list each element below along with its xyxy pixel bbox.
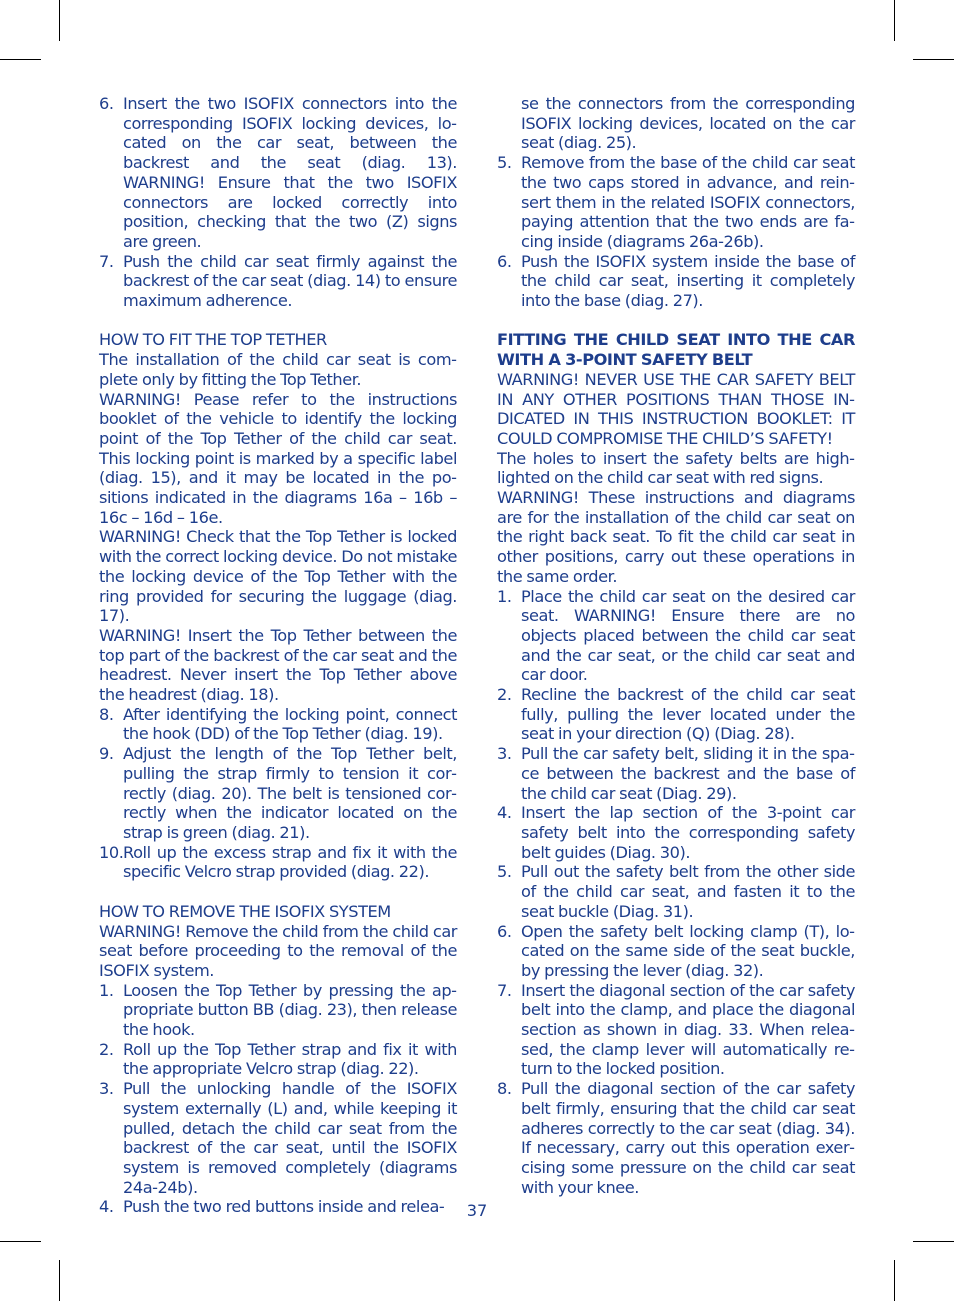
list-item-text: Adjust the length of the Top Tether belt, pulling the strap firmly to tension it correctly (diag. 20). The belt is tensioned correctly when the indicator located on the strap is green (diag. 21). [123, 744, 457, 842]
list-item [497, 981, 855, 1080]
list-item [497, 587, 855, 686]
page-number: 37 [466, 1201, 488, 1220]
left-column [99, 94, 457, 1217]
list-item-number: 2. [99, 1039, 114, 1059]
list-item-number: 8. [99, 704, 114, 724]
list-item [99, 705, 457, 744]
list-item-number: 1. [99, 980, 114, 1000]
list-item [497, 252, 855, 311]
list-item-text: Remove from the base of the child car seat the two caps stored in advance, and reinsert them in the related ISOFIX connectors, paying attention that the two ends are facing inside (diagrams 26a-26b). [521, 153, 855, 251]
crop-mark [894, 0, 895, 41]
spacer [497, 311, 855, 331]
list-item-number: 3. [497, 744, 512, 764]
spacer [99, 882, 457, 902]
list-item-number: 4. [99, 1197, 114, 1217]
paragraph: WARNING! Remove the child from the child car seat before proceeding to the removal of the ISOFIX system. [99, 921, 457, 980]
list-item-text: se the connectors from the corresponding ISOFIX locking devices, located on the car seat (diag. 25). [521, 94, 855, 153]
list-item-number: 2. [497, 685, 512, 705]
crop-mark [0, 1241, 41, 1242]
list-item-text: Pull the unlocking handle of the ISOFIX system externally (L) and, while keeping it pulled, detach the child car seat from the backrest of the car seat, until the ISOFIX system is removed completely (diagrams 24a-24b). [123, 1079, 457, 1197]
list-item-number: 1. [497, 586, 512, 606]
section-heading-remove-isofix: HOW TO REMOVE THE ISOFIX SYSTEM [99, 901, 391, 921]
list-item [497, 685, 855, 744]
list-item-number: 10. [99, 842, 124, 862]
list-item-text: Recline the backrest of the child car seat fully, pulling the lever located under the seat in your direction (Q) (Diag. 28). [521, 685, 855, 744]
list-item-number: 6. [497, 921, 512, 941]
paragraph: WARNING! Check that the Top Tether is locked with the correct locking device. Do not mistake the locking device of the Top Tether with the ring provided for securing the luggage (diag. 17). [99, 527, 457, 626]
list-item [497, 922, 855, 981]
list-item [497, 803, 855, 862]
crop-mark [0, 59, 41, 60]
crop-mark [913, 1241, 954, 1242]
list-item-text: Push the two red buttons inside and relea- [123, 1197, 445, 1217]
list-item-number: 7. [99, 251, 114, 271]
list-item-text: Roll up the excess strap and fix it with the specific Velcro strap provided (diag. 22). [123, 842, 457, 882]
list-item-text: Insert the lap section of the 3-point car safety belt into the corresponding safety belt guides (Diag. 30). [521, 803, 855, 862]
list-item-number: 8. [497, 1079, 512, 1099]
list-item [497, 862, 855, 921]
paragraph: WARNING! Insert the Top Tether between the top part of the backrest of the car seat and the headrest. Never insert the Top Tether above the headrest (diag. 18). [99, 625, 457, 705]
list-item [497, 744, 855, 803]
section-heading-3-point-belt: FITTING THE CHILD SEAT INTO THE CAR WITH A 3-POINT SAFETY BELT [497, 330, 855, 370]
list-item-number: 3. [99, 1079, 114, 1099]
list-item-text: Loosen the Top Tether by pressing the appropriate button BB (diag. 23), then release the hook. [123, 980, 457, 1040]
list-item [99, 252, 457, 311]
list-item-text: Pull out the safety belt from the other side of the child car seat, and fasten it to the seat buckle (Diag. 31). [521, 862, 855, 921]
paragraph: WARNING! These instructions and diagrams are for the installation of the child car seat on the right back seat. To fit the child car seat in other positions, carry out these operations in the same order. [497, 488, 855, 586]
list-item-text: Insert the two ISOFIX connectors into the corresponding ISOFIX locking devices, located on the car seat, between the backrest and the seat (diag. 13). WARNING! Ensure that the two ISOFIX connectors are locked correctly into position, checking that the two (Z) signs are green. [123, 94, 457, 251]
list-item [99, 981, 457, 1040]
list-item [99, 843, 457, 882]
list-item-number: 5. [497, 153, 512, 173]
list-item-number: 6. [497, 251, 512, 271]
crop-mark [913, 59, 954, 60]
list-item [99, 1079, 457, 1197]
list-item [99, 94, 457, 252]
crop-mark [894, 1260, 895, 1301]
list-item [99, 744, 457, 843]
section-heading-top-tether: HOW TO FIT THE TOP TETHER [99, 330, 327, 350]
list-item-text: Push the child car seat firmly against the backrest of the car seat (diag. 14) to ensure maximum adherence. [123, 251, 457, 311]
list-item-number: 9. [99, 744, 114, 764]
list-item-text: Place the child car seat on the desired car seat. WARNING! Ensure there are no objects placed between the child car seat and the car seat, or the child car seat and car door. [521, 586, 855, 685]
list-item-text: After identifying the locking point, connect the hook (DD) of the Top Tether (diag. 19). [123, 704, 457, 744]
list-item-text: Roll up the Top Tether strap and fix it with the appropriate Velcro strap (diag. 22). [123, 1039, 457, 1079]
list-item-text: Push the ISOFIX system inside the base of the child car seat, inserting it completely into the base (diag. 27). [521, 251, 855, 311]
right-column [497, 94, 855, 1197]
crop-mark [59, 0, 60, 41]
paragraph: WARNING! Pease refer to the instructions booklet of the vehicle to identify the locking point of the Top Tether of the child car seat. This locking point is marked by a specific label (diag. 15), and it may be located in the positions indicated in the diagrams 16a – 16b – 16c – 16d – 16e. [99, 389, 457, 527]
list-item [99, 1040, 457, 1079]
list-item-text: Open the safety belt locking clamp (T), located on the same side of the seat buckle, by pressing the lever (diag. 32). [521, 921, 855, 980]
paragraph: WARNING! NEVER USE THE CAR SAFETY BELT IN ANY OTHER POSITIONS THAN THOSE INDICATED IN THIS INSTRUCTION BOOKLET: IT COULD COMPROMISE THE CHILD’S SAFETY! [497, 369, 855, 448]
paragraph: The installation of the child car seat is complete only by fitting the Top Tether. [99, 350, 457, 389]
list-item-number: 7. [497, 980, 512, 1000]
list-item-number: 5. [497, 862, 512, 882]
list-item [497, 1079, 855, 1197]
spacer [99, 311, 457, 331]
crop-mark [59, 1260, 60, 1301]
list-item-text: Pull the car safety belt, sliding it in the space between the backrest and the base of the child car seat (Diag. 29). [521, 744, 855, 803]
list-item-continuation [497, 94, 855, 153]
list-item-number: 6. [99, 94, 114, 113]
paragraph: The holes to insert the safety belts are highlighted on the child car seat with red signs. [497, 448, 855, 488]
list-item-number: 4. [497, 803, 512, 823]
list-item-text: Insert the diagonal section of the car safety belt into the clamp, and place the diagonal section as shown in diag. 33. When released, the clamp lever will automatically return to the locked position. [521, 980, 855, 1079]
list-item-text: Pull the diagonal section of the car safety belt firmly, ensuring that the child car seat adheres correctly to the car seat (diag. 34). If necessary, carry out this operation exercising some pressure on the child car seat with your knee. [521, 1079, 855, 1197]
list-item [497, 153, 855, 252]
